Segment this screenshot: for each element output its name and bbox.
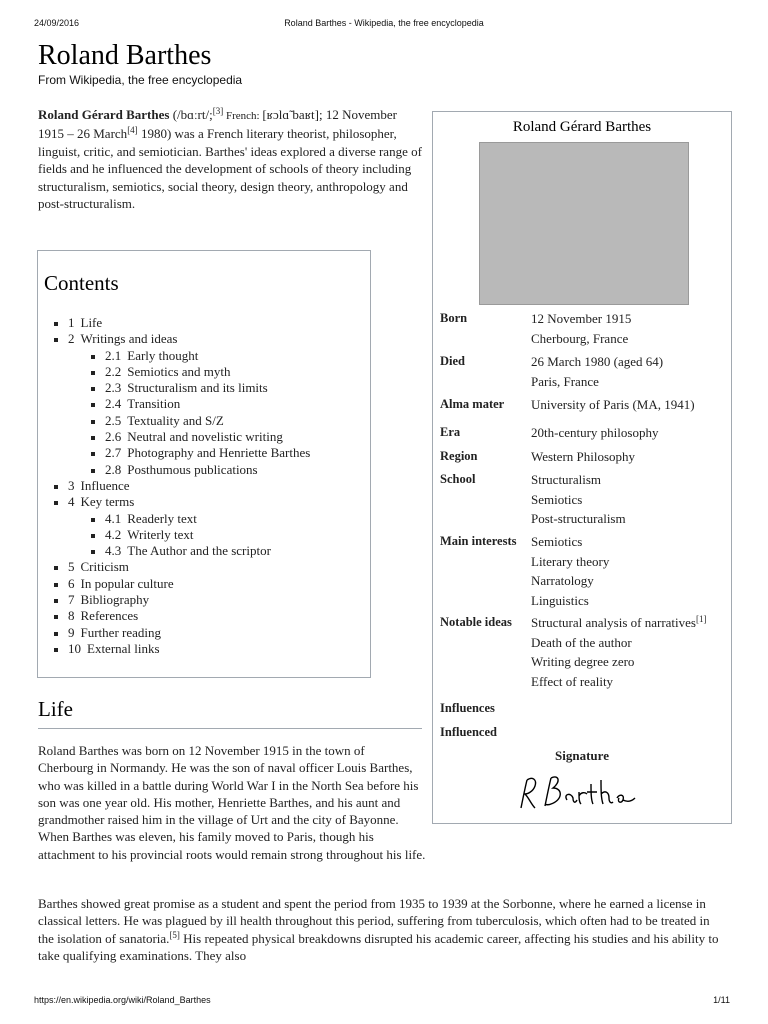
toc-label: Photography and Henriette Barthes <box>127 445 311 461</box>
toc-item-key-terms[interactable] <box>68 494 368 559</box>
toc-item-external-links[interactable] <box>68 641 368 657</box>
idea-link[interactable]: Writing degree zero <box>531 654 635 669</box>
toc-label: Semiotics and myth <box>127 363 231 379</box>
infobox-value <box>531 395 727 415</box>
toc-number: 2 <box>68 331 75 347</box>
toc-label: Writings and ideas <box>80 331 178 347</box>
section-divider <box>38 728 422 729</box>
born-date: 12 November 1915 <box>531 311 632 326</box>
intro-part3: 1980) was a French literary theorist, philosopher, linguist, critic, and semiotician. Barthes' ideas explored a diverse range of fields and he influenced the development of schools of theory including structuralism, semiotics, social theory, design theory, anthropology and post-structuralism. <box>38 126 422 212</box>
toc-number: 4.1 <box>105 510 122 526</box>
toc-label: Further reading <box>80 624 162 640</box>
life-text-1: Roland Barthes was born on 12 November 1915 in the town of Cherbourg in Normandy. He was the son of naval officer Louis Barthes, who was killed in a battle during World War I in the North Sea before his son was one year old. His mother, Henriette Barthes, and his aunt and grandmother raised him in the village of Urt and the city of Bayonne. When Barthes was eleven, his family moved to Paris, though his attachment to his provincial roots would remain strong throughout his life. <box>38 743 426 862</box>
alma-mater-link[interactable]: University of Paris (MA, 1941) <box>531 397 695 412</box>
toc-item-further-reading[interactable] <box>68 625 368 641</box>
citation-ref-5[interactable]: [5] <box>169 929 180 940</box>
toc-sublist <box>105 511 368 560</box>
table-of-contents <box>37 250 371 678</box>
toc-number: 2.4 <box>105 396 122 412</box>
toc-item-references[interactable] <box>68 608 368 624</box>
infobox-label: Region <box>440 449 478 463</box>
toc-item-writerly[interactable] <box>105 527 368 543</box>
infobox-label: Alma mater <box>440 397 505 411</box>
idea-link[interactable]: Death of the author <box>531 634 632 650</box>
toc-item-structuralism[interactable] <box>105 380 368 396</box>
infobox-value <box>531 613 727 691</box>
infobox-value <box>531 352 727 391</box>
interest-link[interactable]: Literary theory <box>531 553 610 569</box>
intro-part2: ; 12 November 1915 – 26 March <box>38 107 397 142</box>
infobox-value <box>531 309 727 348</box>
toc-item-author-scriptor[interactable] <box>105 543 368 559</box>
toc-label: External links <box>87 640 160 656</box>
infobox-label: Main interests <box>440 534 517 548</box>
toc-label: Structuralism and its limits <box>127 380 268 396</box>
infobox-label: Era <box>440 425 461 439</box>
interest-link[interactable]: Semiotics <box>531 534 583 549</box>
citation-ref-3[interactable]: [3] <box>212 106 224 116</box>
toc-label: Life <box>80 315 103 330</box>
era-link[interactable]: 20th-century philosophy <box>531 425 659 440</box>
toc-item-early-thought[interactable] <box>105 348 368 364</box>
infobox-label: Born <box>440 311 468 325</box>
print-title: Roland Barthes - Wikipedia, the free encyclopedia <box>284 18 484 28</box>
citation-ref-1[interactable]: [1] <box>695 614 707 624</box>
idea-link[interactable]: Structural analysis of narratives <box>531 615 696 630</box>
toc-number: 9 <box>68 624 75 640</box>
toc-label: Writerly text <box>127 526 194 542</box>
toc-item-textuality[interactable] <box>105 413 368 429</box>
toc-label: Textuality and S/Z <box>127 412 224 428</box>
infobox-label: Died <box>440 354 465 368</box>
region-link[interactable]: Western Philosophy <box>531 449 636 464</box>
toc-label: Influence <box>80 477 130 493</box>
infobox-value <box>531 532 727 610</box>
toc-label: Transition <box>127 396 181 412</box>
intro-paragraph <box>38 106 426 212</box>
toc-label: Early thought <box>127 347 199 363</box>
school-link[interactable]: Semiotics <box>531 491 583 507</box>
died-place[interactable]: Paris, France <box>531 373 599 389</box>
infobox-label[interactable]: Influences <box>440 701 495 715</box>
toc-label: Posthumous publications <box>127 461 258 477</box>
interest-link[interactable]: Narratology <box>531 573 594 588</box>
float-spacer <box>422 742 692 830</box>
toc-label: References <box>80 608 139 624</box>
toc-number: 8 <box>68 608 75 624</box>
print-date: 24/09/2016 <box>34 18 80 28</box>
toc-item-neutral[interactable] <box>105 429 368 445</box>
infobox-value <box>531 447 727 467</box>
page-subtitle: From Wikipedia, the free encyclopedia <box>38 73 243 87</box>
toc-number: 2.6 <box>105 429 122 445</box>
toc-label: Criticism <box>80 559 129 575</box>
toc-number: 2.1 <box>105 347 122 363</box>
intro-part1: (/bɑːrt/; <box>169 107 213 122</box>
toc-number: 7 <box>68 592 75 608</box>
life-paragraph-2 <box>38 895 728 964</box>
infobox-label[interactable]: Influenced <box>440 725 497 739</box>
life-text-2a: Barthes showed great promise as a student and spent the period from 1935 to 1939 at the Sorbonne, where he earned a license in classical letters. He was plagued by ill health throughout this period, suffering from tuberculosis, which often had to be treated in the isolation of sanatoria. <box>38 896 710 946</box>
infobox-value <box>531 423 727 443</box>
toc-item-life[interactable] <box>68 315 368 331</box>
born-place[interactable]: Cherbourg, France <box>531 330 629 346</box>
toc-number: 2.8 <box>105 461 122 477</box>
toc-item-transition[interactable] <box>105 396 368 412</box>
school-link[interactable]: Post-structuralism <box>531 511 626 526</box>
toc-item-semiotics-myth[interactable] <box>105 364 368 380</box>
toc-item-posthumous[interactable] <box>105 462 368 478</box>
toc-number: 2.3 <box>105 380 122 396</box>
french-label[interactable]: French: <box>223 110 263 122</box>
toc-item-criticism[interactable] <box>68 559 368 575</box>
toc-number: 6 <box>68 575 75 591</box>
idea-item[interactable] <box>531 613 727 633</box>
toc-label: Neutral and novelistic writing <box>127 429 283 445</box>
toc-item-influence[interactable] <box>68 478 368 494</box>
infobox <box>432 111 732 824</box>
life-paragraph-1 <box>38 742 692 863</box>
toc-number: 2.5 <box>105 412 122 428</box>
infobox-label: Notable ideas <box>440 615 512 629</box>
infobox-caption: Roland Gérard Barthes <box>512 119 652 135</box>
toc-item-popular-culture[interactable] <box>68 576 368 592</box>
toc-label: Key terms <box>80 494 135 510</box>
toc-number: 2.7 <box>105 445 122 461</box>
page-title: Roland Barthes <box>38 40 212 71</box>
idea-link[interactable]: Effect of reality <box>531 673 614 689</box>
toc-number: 3 <box>68 477 75 493</box>
signature-label: Signature <box>555 748 609 763</box>
toc-item-bibliography[interactable] <box>68 592 368 608</box>
infobox-label: School <box>440 472 476 486</box>
toc-item-writings[interactable] <box>68 331 368 478</box>
toc-number: 10 <box>68 640 81 656</box>
infobox-value <box>531 470 727 529</box>
toc-title: Contents <box>44 271 119 295</box>
toc-list <box>68 315 368 657</box>
toc-item-readerly[interactable] <box>105 511 368 527</box>
subject-name: Roland Gérard Barthes <box>38 107 170 122</box>
school-link[interactable]: Structuralism <box>531 472 602 487</box>
toc-label: The Author and the scriptor <box>127 543 271 559</box>
toc-number: 4.3 <box>105 543 122 559</box>
citation-ref-4[interactable]: [4] <box>127 125 138 136</box>
print-page-number: 1/11 <box>713 995 730 1005</box>
toc-label: In popular culture <box>80 575 174 591</box>
toc-item-photography[interactable] <box>105 445 368 461</box>
toc-number: 4 <box>68 494 75 510</box>
toc-sublist <box>105 348 368 478</box>
toc-number: 5 <box>68 559 75 575</box>
life-text-2b: His repeated physical breakdowns disrupted his academic career, affecting his studies and his ability to take qualifying examinations. They also <box>38 930 719 963</box>
french-ipa[interactable]: [ʁɔlɑ̃ baʁt] <box>262 107 319 122</box>
toc-number: 4.2 <box>105 526 122 542</box>
section-heading-life: Life <box>38 697 73 721</box>
print-url[interactable]: https://en.wikipedia.org/wiki/Roland_Barthes <box>34 995 211 1005</box>
portrait-photo-icon[interactable] <box>479 142 689 305</box>
died-date: 26 March 1980 (aged 64) <box>531 354 664 369</box>
toc-number: 2.2 <box>105 363 122 379</box>
toc-label: Bibliography <box>80 592 150 608</box>
toc-label: Readerly text <box>127 510 197 526</box>
toc-number: 1 <box>68 315 75 330</box>
interest-link[interactable]: Linguistics <box>531 592 589 608</box>
